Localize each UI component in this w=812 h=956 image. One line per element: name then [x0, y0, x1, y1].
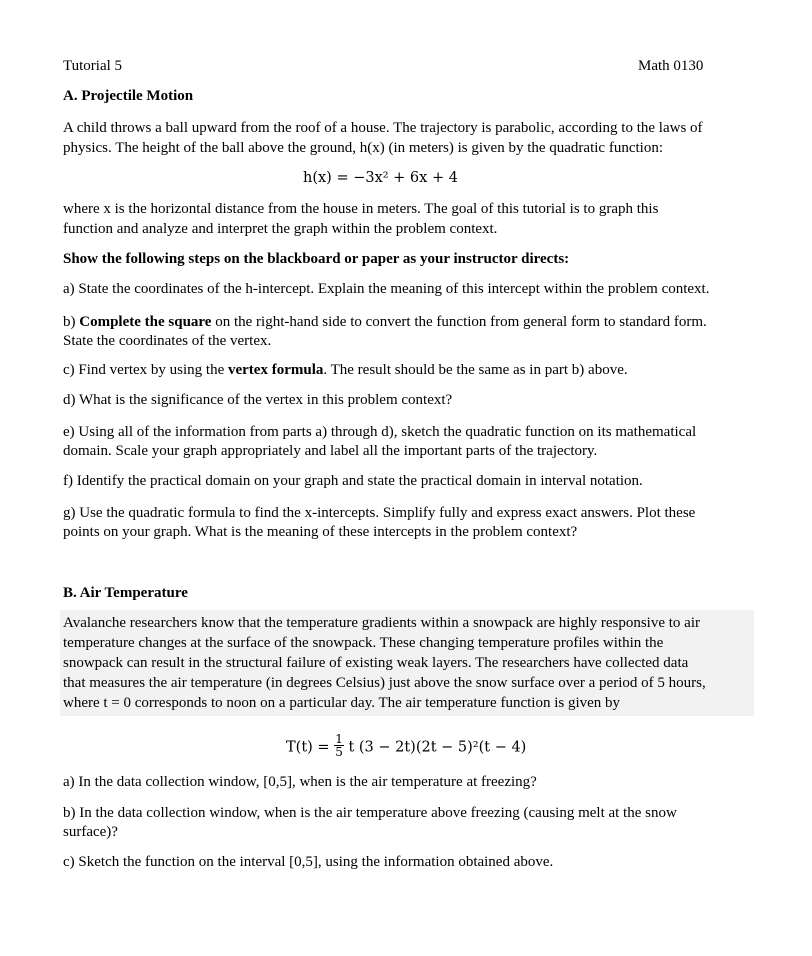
- section-b-intro-line-3: snowpack can result in the structural failure of existing weak layers. The researchers have collected data: [63, 655, 689, 671]
- temperature-equation: [286, 732, 527, 760]
- section-a-intro-line-1: A child throws a ball upward from the roof of a house. The trajectory is parabolic, according to the laws of: [63, 120, 703, 136]
- temperature-equation-lhs: T(t) =: [286, 739, 330, 756]
- section-b-intro-line-1: Avalanche researchers know that the temperature gradients within a snowpack are highly responsive to air: [63, 615, 700, 631]
- fraction-denominator: 5: [335, 745, 343, 759]
- course-label: Math 0130: [638, 58, 704, 74]
- item-b-c: c) Sketch the function on the interval [0,5], using the information obtained above.: [63, 854, 554, 870]
- section-b-intro-line-5: where t = 0 corresponds to noon on a particular day. The air temperature function is given by: [63, 695, 621, 711]
- item-c: [63, 360, 628, 380]
- section-b-intro-line-2: temperature changes at the surface of the snowpack. These changing temperature profiles within the: [63, 635, 664, 651]
- section-a-heading: A. Projectile Motion: [63, 88, 194, 104]
- item-b-b-line-2: surface)?: [63, 824, 118, 840]
- temperature-equation-rhs: t (3 − 2t)(2t − 5)²(t − 4): [348, 739, 527, 756]
- item-f: f) Identify the practical domain on your graph and state the practical domain in interval notation.: [63, 473, 643, 489]
- item-g-line-1: g) Use the quadratic formula to find the x-intercepts. Simplify fully and express exact answers. Plot these: [63, 505, 696, 521]
- section-a-intro-line-2: physics. The height of the ball above the ground, h(x) (in meters) is given by the quadratic function:: [63, 140, 663, 156]
- item-e-line-1: e) Using all of the information from parts a) through d), sketch the quadratic function on its mathematical: [63, 424, 697, 440]
- fraction-one-fifth: [334, 733, 344, 758]
- item-a: a) State the coordinates of the h-intercept. Explain the meaning of this intercept within the problem context.: [63, 281, 710, 297]
- section-b-heading: B. Air Temperature: [63, 585, 188, 601]
- quadratic-equation: h(x) = −3x² + 6x + 4: [303, 170, 458, 186]
- item-c-bold: vertex formula: [227, 362, 324, 378]
- item-b-suffix: on the right-hand side to convert the function from general form to standard form.: [211, 314, 707, 330]
- item-b-a: a) In the data collection window, [0,5], when is the air temperature at freezing?: [63, 774, 537, 790]
- item-e-line-2: domain. Scale your graph appropriately and label all the important parts of the trajectory.: [63, 443, 598, 459]
- instruction-text: Show the following steps on the blackboard or paper as your instructor directs:: [63, 251, 570, 267]
- item-b-b-line-1: b) In the data collection window, when is the air temperature above freezing (causing melt at the snow: [63, 805, 677, 821]
- fraction-numerator: 1: [335, 732, 343, 746]
- item-g-line-2: points on your graph. What is the meaning of these intercepts in the problem context?: [63, 524, 578, 540]
- tutorial-label: Tutorial 5: [63, 58, 123, 74]
- item-c-prefix: c) Find vertex by using the: [63, 362, 228, 378]
- section-b-intro-line-4: that measures the air temperature (in degrees Celsius) just above the snow surface over a period of 5 hours,: [63, 675, 706, 691]
- section-a-after-line-1: where x is the horizontal distance from the house in meters. The goal of this tutorial is to graph this: [63, 201, 659, 217]
- item-d: d) What is the significance of the vertex in this problem context?: [63, 392, 453, 408]
- section-a-after-line-2: function and analyze and interpret the graph within the problem context.: [63, 221, 498, 237]
- item-b-bold: Complete the square: [79, 314, 212, 330]
- item-b-line-2: State the coordinates of the vertex.: [63, 333, 272, 349]
- item-c-suffix: . The result should be the same as in part b) above.: [323, 362, 628, 378]
- item-b-prefix: b): [63, 314, 80, 330]
- item-b: [63, 312, 707, 332]
